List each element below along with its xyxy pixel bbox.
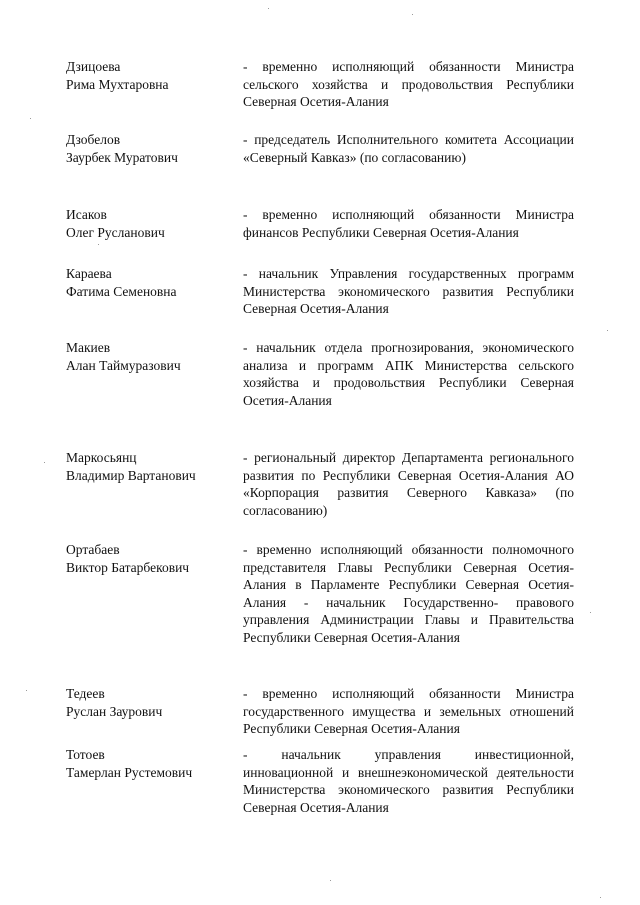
member-surname: Макиев [66, 340, 111, 355]
member-surname: Маркосьянц [66, 450, 137, 465]
member-surname: Тедеев [66, 686, 105, 701]
scan-speck [607, 330, 608, 331]
member-given-name: Алан Таймуразович [66, 357, 181, 373]
scan-speck [26, 690, 27, 691]
member-surname: Дзобелов [66, 132, 121, 147]
scan-speck [600, 897, 601, 898]
member-surname: Исаков [66, 207, 107, 222]
scan-speck [44, 462, 45, 463]
member-given-name: Фатима Семеновна [66, 283, 177, 299]
scan-speck [590, 612, 591, 613]
member-given-name: Владимир Вартанович [66, 467, 196, 483]
member-surname: Караева [66, 266, 112, 281]
member-name [66, 449, 236, 484]
scan-speck [412, 14, 413, 15]
scan-speck [330, 880, 331, 881]
member-surname: Тотоев [66, 747, 105, 762]
member-position: - временно исполняющий обязанности полномочного представителя Главы Республики Северная Осетия-Алания в Парламенте Республики Северная Осетия-Алания - начальник Государственно- правового управления Администрации Главы и Правительства Республики Северная Осетия-Алания [243, 542, 574, 645]
member-position: - начальник управления инвестиционной, инновационной и внешнеэкономической деятельности Министерства экономического развития Республики Северная Осетия-Алания [243, 747, 574, 815]
member-name [66, 685, 236, 720]
member-name [66, 58, 236, 93]
scan-speck [98, 244, 99, 245]
member-name [66, 131, 236, 166]
member-name [66, 541, 236, 576]
member-position: - временно исполняющий обязанности Министра государственного имущества и земельных отношений Республики Северная Осетия-Алания [243, 686, 574, 736]
member-position: - временно исполняющий обязанности Министра финансов Республики Северная Осетия-Алания [243, 207, 574, 240]
member-given-name: Тамерлан Рустемович [66, 764, 193, 780]
member-position: - временно исполняющий обязанности Министра сельского хозяйства и продовольствия Республики Северная Осетия-Алания [243, 59, 574, 109]
member-given-name: Олег Русланович [66, 224, 165, 240]
member-name [66, 206, 236, 241]
member-name [66, 746, 236, 781]
member-given-name: Виктор Батарбекович [66, 559, 190, 575]
member-surname: Дзицоева [66, 59, 121, 74]
member-position: - начальник Управления государственных программ Министерства экономического развития Республики Северная Осетия-Алания [243, 266, 574, 316]
scan-speck [268, 8, 269, 9]
member-given-name: Рима Мухтаровна [66, 76, 169, 92]
member-name [66, 339, 236, 374]
member-given-name: Заурбек Муратович [66, 149, 178, 165]
member-surname: Ортабаев [66, 542, 120, 557]
member-position: - начальник отдела прогнозирования, экономического анализа и программ АПК Министерства сельского хозяйства и продовольствия Республики Северная Осетия-Алания [243, 340, 574, 408]
scan-speck [30, 118, 31, 119]
member-position: - председатель Исполнительного комитета Ассоциации «Северный Кавказ» (по согласованию) [243, 132, 574, 165]
member-name [66, 265, 236, 300]
member-given-name: Руслан Заурович [66, 703, 163, 719]
member-position: - региональный директор Департамента регионального развития по Республики Северная Осетия-Алания АО «Корпорация развития Северного Кавказа» (по согласованию) [243, 450, 574, 518]
